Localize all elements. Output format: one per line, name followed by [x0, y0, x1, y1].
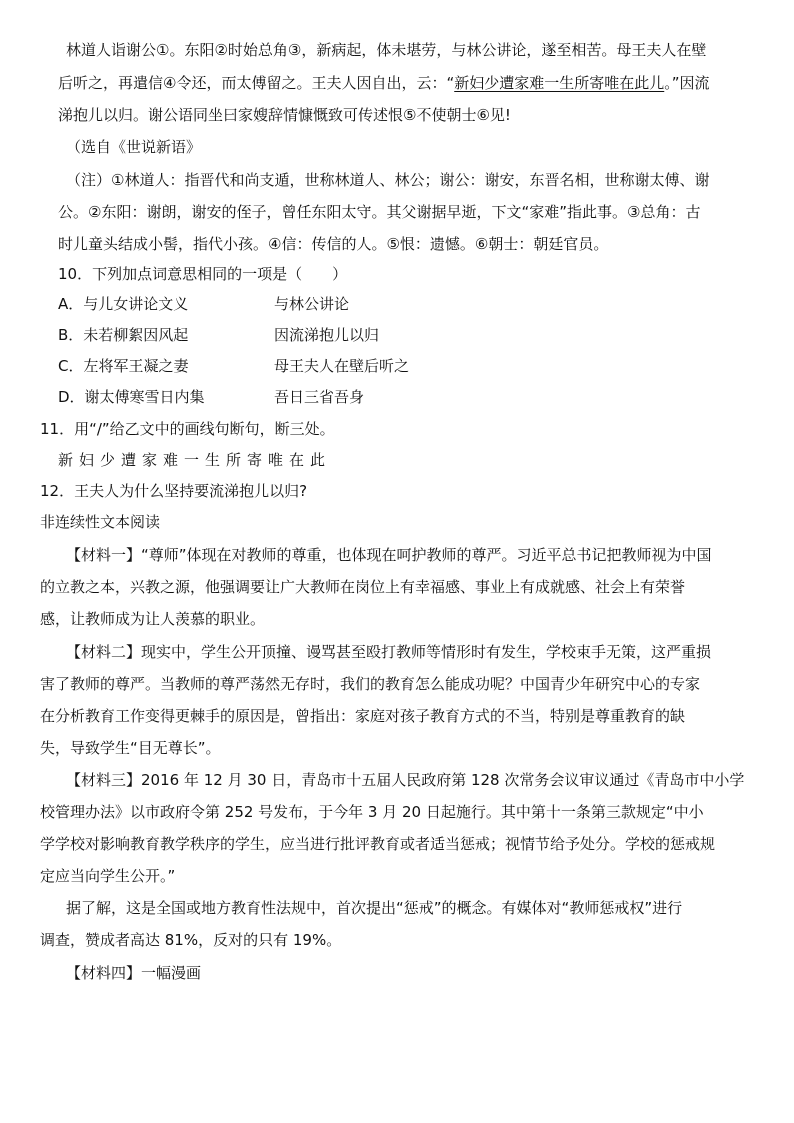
note-line-1: （注）①林道人：指晋代和尚支遁，世称林道人、林公；谢公：谢安，东晋名相，世称谢太傅、谢 — [66, 171, 710, 189]
passage-source: （选自《世说新语》 — [66, 138, 202, 156]
q10-option-c: C．左将军王凝之妻 母王夫人在壁后听之 — [58, 357, 410, 375]
question-11-sentence: 新妇少遭家难一生所寄唯在此 — [58, 451, 332, 469]
material-1-line-1: 【材料一】“尊师”体现在对教师的尊重，也体现在呵护教师的尊严。习近平总书记把教师视为中国 — [66, 546, 712, 564]
passage-line-3: 涕抱儿以归。谢公语同坐曰家嫂辞情慷慨致可传述恨⑤不使朝士⑥见! — [58, 106, 511, 124]
material-4-line-1: 【材料四】一幅漫画 — [66, 964, 202, 982]
question-11-stem: 11．用“/”给乙文中的画线句断句，断三处。 — [40, 420, 335, 438]
material-3-line-3: 学学校对影响教育教学秩序的学生，应当进行批评教育或者适当惩戒；视情节给予处分。学校的惩戒规 — [40, 835, 716, 853]
section-title: 非连续性文本阅读 — [40, 513, 161, 531]
material-1-line-3: 感，让教师成为让人羡慕的职业。 — [40, 610, 266, 628]
note-line-2: 公。②东阳：谢朗，谢安的侄子，曾任东阳太守。其父谢据早逝，下文“家难”指此事。③总角：古 — [58, 203, 701, 221]
q10-option-a: A．与儿女讲论文义 与林公讲论 — [58, 295, 350, 313]
passage-line-1: 林道人诣谢公①。东阳②时始总角③，新病起，体未堪劳，与林公讲论，遂至相苦。母王夫人在壁 — [66, 41, 707, 59]
note-line-3: 时儿童头结成小髻，指代小孩。④信：传信的人。⑤恨：遗憾。⑥朝士：朝廷官员。 — [58, 235, 609, 253]
material-3-line-1: 【材料三】2016 年 12 月 30 日，青岛市十五届人民政府第 128 次常务会议审议通过《青岛市中小学 — [66, 771, 745, 789]
passage-line-2: 后听之，再遣信④令还，而太傅留之。王夫人因自出，云：“新妇少遭家难一生所寄唯在此儿。”因流 — [58, 74, 710, 92]
material-2-line-1: 【材料二】现实中，学生公开顶撞、谩骂甚至殴打教师等情形时有发生，学校束手无策，这严重损 — [66, 643, 712, 661]
question-10-stem: 10．下列加点词意思相同的一项是（ ） — [58, 265, 348, 283]
material-3-para2-line-2: 调查，赞成者高达 81%，反对的只有 19%。 — [40, 931, 342, 949]
material-3-line-2: 校管理办法》以市政府令第 252 号发布，于今年 3 月 20 日起施行。其中第十一条第三款规定“中小 — [40, 803, 704, 821]
material-1-line-2: 的立教之本，兴教之源，他强调要让广大教师在岗位上有幸福感、事业上有成就感、社会上有荣誉 — [40, 578, 686, 596]
material-2-line-3: 在分析教育工作变得更棘手的原因是，曾指出：家庭对孩子教育方式的不当，特别是尊重教育的缺 — [40, 707, 686, 725]
q10-option-b: B．未若柳絮因风起 因流涕抱儿以归 — [58, 326, 380, 344]
material-3-para2-line-1: 据了解，这是全国或地方教育性法规中，首次提出“惩戒”的概念。有媒体对“教师惩戒权”进行 — [66, 899, 683, 917]
material-2-line-2: 害了教师的尊严。当教师的尊严荡然无存时，我们的教育怎么能成功呢？中国青少年研究中心的专家 — [40, 675, 701, 693]
material-2-line-4: 失，导致学生“目无尊长”。 — [40, 739, 221, 757]
q10-option-d: D．谢太傅寒雪日内集 吾日三省吾身 — [58, 388, 365, 406]
question-12-stem: 12．王夫人为什么坚持要流涕抱儿以归? — [40, 482, 308, 500]
underlined-sentence: 新妇少遭家难一生所寄唯在此儿 — [454, 74, 665, 92]
material-3-line-4: 定应当向学生公开。” — [40, 867, 176, 885]
